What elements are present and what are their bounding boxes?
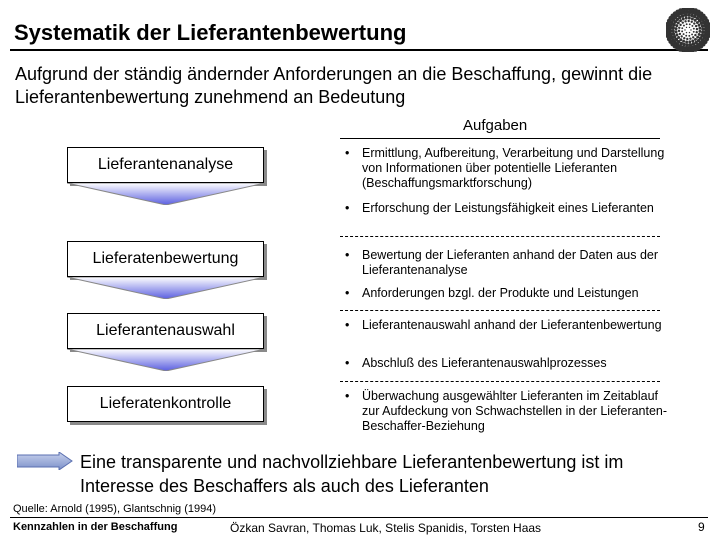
chevron-down-icon (67, 277, 265, 299)
dashed-divider (340, 310, 660, 311)
task-text: Abschluß des Lieferantenauswahlprozesses (362, 356, 607, 370)
task-text: Anforderungen bzgl. der Produkte und Leistungen (362, 286, 639, 300)
task-item (345, 286, 675, 301)
task-item (345, 318, 675, 333)
stage-box-lieferatenbewertung: Lieferatenbewertung (67, 241, 264, 277)
stage-box-lieferantenanalyse: Lieferantenanalyse (67, 147, 264, 183)
bullet-icon: • (345, 146, 350, 160)
task-item (345, 356, 675, 371)
tasks-header-rule (340, 138, 660, 139)
tasks-header: Aufgaben (463, 117, 528, 134)
bullet-icon: • (345, 356, 350, 370)
task-text: Überwachung ausgewählter Lieferanten im Zeitablauf zur Aufdeckung von Schwachstellen in der Lieferanten-Beschaffer-Beziehung (362, 389, 668, 433)
bullet-icon: • (345, 248, 350, 262)
footer-course-title: Kennzahlen in der Beschaffung (13, 521, 178, 533)
slide-title: Systematik der Lieferantenbewertung (14, 20, 407, 45)
task-item (345, 248, 675, 278)
task-item (345, 389, 675, 434)
intro-text: Aufgrund der ständig ändernder Anforderungen an die Beschaffung, gewinnt die Lieferantenbewertung zunehmend an Bedeutung (15, 64, 653, 107)
footer-divider (10, 517, 708, 518)
task-item (345, 146, 675, 191)
source-note: Quelle: Arnold (1995), Glantschnig (1994) (13, 503, 217, 515)
bullet-icon: • (345, 318, 350, 332)
task-text: Lieferantenauswahl anhand der Lieferantenbewertung (362, 318, 662, 332)
task-text: Erforschung der Leistungsfähigkeit eines Lieferanten (362, 201, 654, 215)
dashed-divider (340, 236, 660, 237)
page-number: 9 (698, 520, 705, 534)
bullet-icon: • (345, 201, 350, 215)
task-text: Bewertung der Lieferanten anhand der Daten aus der Lieferantenanalyse (362, 248, 659, 277)
task-text: Ermittlung, Aufbereitung, Verarbeitung und Darstellung von Informationen über potentielle Lieferanten (Beschaffungsmarktforschung) (362, 146, 665, 190)
right-arrow-icon (17, 452, 73, 470)
task-item (345, 201, 675, 216)
bullet-icon: • (345, 286, 350, 300)
title-divider (10, 49, 708, 51)
dotted-circle-logo-icon (666, 8, 710, 52)
bullet-icon: • (345, 389, 350, 403)
conclusion-text: Eine transparente und nachvollziehbare Lieferantenbewertung ist im Interesse des Beschaffers als auch des Lieferanten (80, 452, 624, 496)
stage-box-lieferatenkontrolle: Lieferatenkontrolle (67, 386, 264, 422)
stage-box-lieferantenauswahl: Lieferantenauswahl (67, 313, 264, 349)
dashed-divider (340, 381, 660, 382)
chevron-down-icon (67, 349, 265, 371)
footer-authors: Özkan Savran, Thomas Luk, Stelis Spanidis, Torsten Haas (230, 521, 542, 535)
chevron-down-icon (67, 183, 265, 205)
